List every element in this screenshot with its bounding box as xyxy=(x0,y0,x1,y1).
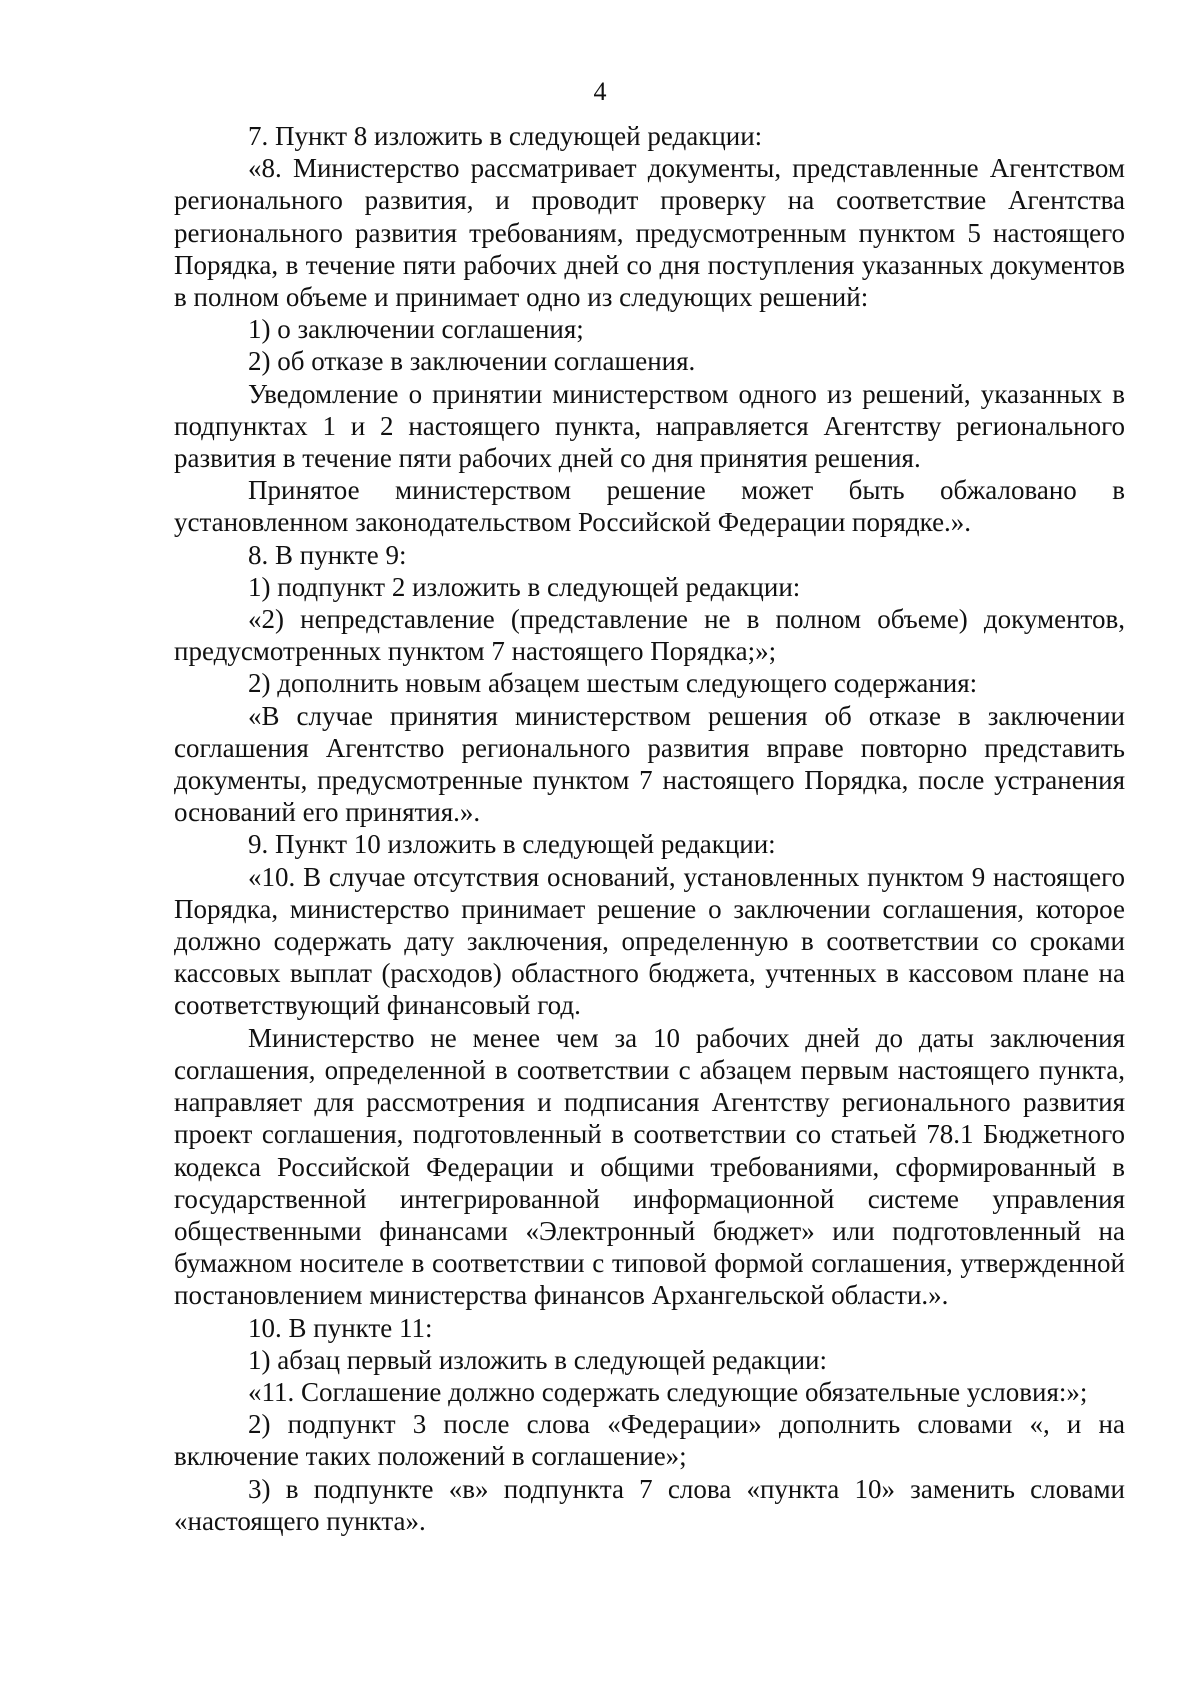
paragraph: «2) непредставление (представление не в полном объеме) документов, предусмотренных пунктом 7 настоящего Порядка;»; xyxy=(174,604,1125,667)
paragraph: 10. В пункте 11: xyxy=(248,1312,433,1343)
paragraph: 2) подпункт 3 после слова «Федерации» дополнить словами «, и на включение таких положений в соглашение»; xyxy=(174,1409,1125,1472)
paragraph: «11. Соглашение должно содержать следующие обязательные условия:»; xyxy=(248,1376,1088,1407)
paragraph: Принятое министерством решение может быть обжаловано в установленном законодательством Российской Федерации порядке.». xyxy=(174,475,1125,538)
paragraph: 8. В пункте 9: xyxy=(248,539,407,570)
paragraph: 2) об отказе в заключении соглашения. xyxy=(248,346,696,377)
paragraph: «10. В случае отсутствия оснований, установленных пунктом 9 настоящего Порядка, министерство принимает решение о заключении соглашения, которое должно содержать дату заключения, определенную в соответствии со сроками кассовых выплат (расходов) областного бюджета, учтенных в кассовом плане на соответствующий финансовый год. xyxy=(174,861,1125,1021)
paragraph: 1) подпункт 2 изложить в следующей редакции: xyxy=(248,571,801,602)
document-body xyxy=(174,120,1125,1537)
paragraph: 9. Пункт 10 изложить в следующей редакции: xyxy=(248,829,776,860)
paragraph: Уведомление о принятии министерством одного из решений, указанных в подпунктах 1 и 2 настоящего пункта, направляется Агентству регионального развития в течение пяти рабочих дней со дня принятия решения. xyxy=(174,378,1125,474)
paragraph: Министерство не менее чем за 10 рабочих дней до даты заключения соглашения, определенной в соответствии с абзацем первым настоящего пункта, направляет для рассмотрения и подписания Агентству регионального развития проект соглашения, подготовленный в соответствии со статьей 78.1 Бюджетного кодекса Российской Федерации и общими требованиями, сформированный в государственной интегрированной информационной системе управления общественными финансами «Электронный бюджет» или подготовленный на бумажном носителе в соответствии с типовой формой соглашения, утвержденной постановлением министерства финансов Архангельской области.». xyxy=(174,1022,1125,1311)
page-number: 4 xyxy=(593,77,607,106)
paragraph: 7. Пункт 8 изложить в следующей редакции: xyxy=(248,121,763,151)
paragraph: «8. Министерство рассматривает документы, представленные Агентством регионального развития, и проводит проверку на соответствие Агентства регионального развития требованиям, предусмотренным пунктом 5 настоящего Порядка, в течение пяти рабочих дней со дня поступления указанных документов в полном объеме и принимает одно из следующих решений: xyxy=(174,153,1125,313)
paragraph: «В случае принятия министерством решения об отказе в заключении соглашения Агентство регионального развития вправе повторно представить документы, предусмотренные пунктом 7 настоящего Порядка, после устранения оснований его принятия.». xyxy=(174,700,1125,828)
paragraph: 1) абзац первый изложить в следующей редакции: xyxy=(248,1344,827,1375)
paragraph: 2) дополнить новым абзацем шестым следующего содержания: xyxy=(248,668,978,699)
paragraph: 1) о заключении соглашения; xyxy=(248,314,584,345)
paragraph: 3) в подпункте «в» подпункта 7 слова «пункта 10» заменить словами «настоящего пункта». xyxy=(174,1473,1125,1536)
